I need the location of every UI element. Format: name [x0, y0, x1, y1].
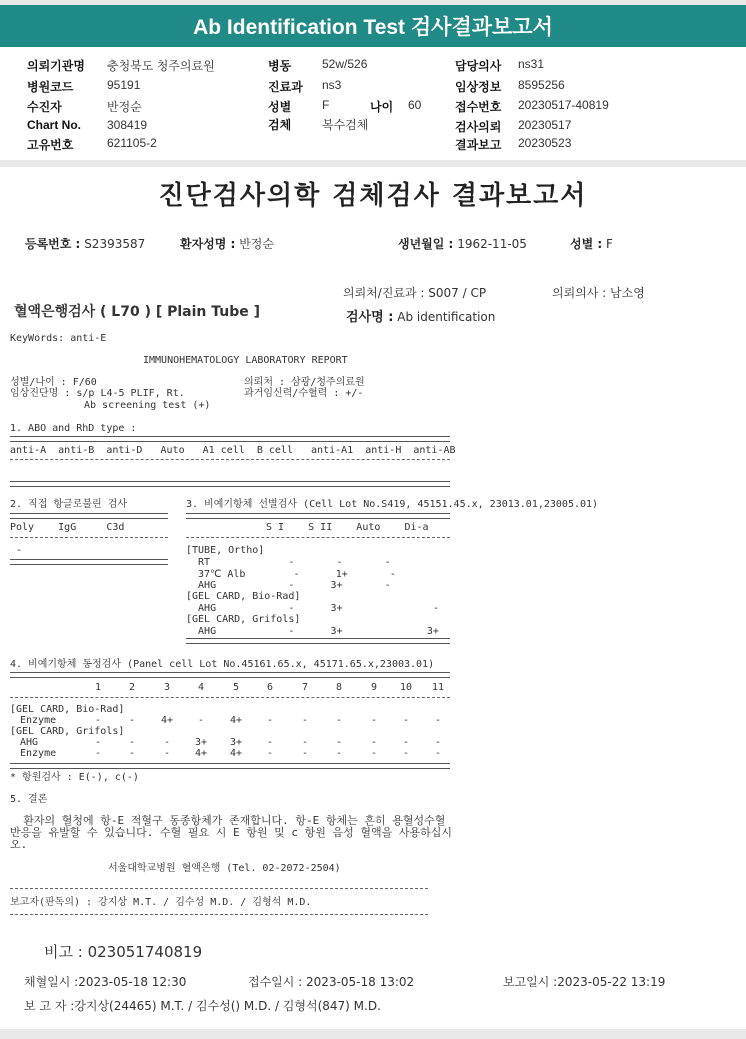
- header-label: 접수번호: [455, 100, 502, 114]
- name-value: 반정순: [239, 237, 274, 251]
- dat-value: -: [16, 545, 23, 556]
- panel-cell: -: [128, 715, 136, 726]
- divider: [186, 537, 450, 538]
- panel-cell: -: [301, 748, 309, 759]
- header-label: 검사의뢰: [455, 120, 502, 134]
- section-abo: 1. ABO and RhD type :: [10, 423, 137, 434]
- panel-group: [GEL CARD, Grifols]: [10, 726, 125, 737]
- panel-cell: 4+: [229, 715, 243, 726]
- panel-cell: -: [402, 737, 410, 748]
- panel-column-header: 6: [266, 682, 274, 693]
- panel-column-header: 8: [335, 682, 343, 693]
- screening-row: [GEL CARD, Grifols]: [186, 614, 301, 625]
- dept-info: 의뢰처/진료과 : S007 / CP: [343, 286, 487, 300]
- exam-name-label: 검사명 :: [346, 310, 394, 325]
- header-label: 고유번호: [27, 138, 74, 152]
- header-value: 복수검체: [322, 118, 369, 132]
- panel-column-header: 11: [431, 682, 445, 693]
- reg-label: 등록번호 :: [25, 237, 81, 251]
- report-time: 보고일시 :2023-05-22 13:19: [503, 975, 666, 989]
- antigen-test: * 항원검사 : E(-), c(-): [10, 772, 139, 783]
- collect-time: 채혈일시 :2023-05-18 12:30: [24, 975, 187, 989]
- panel-cell: -: [301, 715, 309, 726]
- conclusion-line: 반응을 유발할 수 있습니다. 수혈 필요 시 E 항원 및 c 항원 음성 혈액을 사용하십시: [10, 826, 452, 839]
- exam-name-value: Ab identification: [397, 310, 496, 324]
- header-label: 진료과: [268, 80, 303, 94]
- panel-cell: -: [370, 715, 378, 726]
- header-label: 병동: [268, 59, 292, 73]
- header-value: 20230523: [518, 136, 572, 150]
- panel-cell: -: [335, 748, 343, 759]
- screening-row: [GEL CARD, Bio-Rad]: [186, 591, 301, 602]
- panel-column-header: 2: [128, 682, 136, 693]
- panel-cell: -: [335, 715, 343, 726]
- panel-column-header: 9: [370, 682, 378, 693]
- panel-column-header: 4: [197, 682, 205, 693]
- header-value: 20230517: [518, 118, 572, 132]
- panel-cell: -: [301, 737, 309, 748]
- lab-heading: IMMUNOHEMATOLOGY LABORATORY REPORT: [143, 355, 348, 366]
- conclusion-line: 환자의 혈청에 항-E 적혈구 동종항체가 존재합니다. 항-E 항체는 흔히 용혈성수혈: [10, 814, 446, 827]
- footer-reporter: 보 고 자 :강지상(24465) M.T. / 김수성() M.D. / 김형석(847) M.D.: [24, 999, 381, 1013]
- panel-cell: -: [94, 748, 102, 759]
- screening-row: AHG - 3+ -: [186, 580, 391, 591]
- header-value: 308419: [107, 118, 148, 132]
- header-label: 수진자: [27, 100, 62, 114]
- header-label: 담당의사: [455, 59, 502, 73]
- panel-cell: -: [197, 715, 205, 726]
- panel-cell: 3+: [229, 737, 243, 748]
- lab-reporter: 보고자(판독의) : 강지상 M.T. / 김수성 M.D. / 김형석 M.D.: [10, 897, 312, 908]
- header-value: 52w/526: [322, 57, 368, 71]
- panel-group: [GEL CARD, Bio-Rad]: [10, 704, 125, 715]
- panel-cell: -: [128, 748, 136, 759]
- header-label: 결과보고: [455, 138, 502, 152]
- header-value: ns3: [322, 78, 342, 92]
- panel-cell: -: [128, 737, 136, 748]
- reg-value: S2393587: [84, 237, 146, 251]
- header-label: 나이: [370, 100, 394, 114]
- panel-cell: -: [266, 748, 274, 759]
- header-value: 반정순: [107, 100, 142, 114]
- panel-cell: -: [402, 748, 410, 759]
- panel-cell: -: [370, 748, 378, 759]
- header-value: ns31: [518, 57, 545, 71]
- screening-result: Ab screening test (+): [84, 400, 211, 411]
- panel-column-header: 1: [94, 682, 102, 693]
- header-label: 검체: [268, 118, 292, 132]
- report-paper: [0, 167, 746, 1029]
- panel-cell: -: [402, 715, 410, 726]
- header-label: Chart No.: [27, 118, 81, 132]
- abo-header: anti-A anti-B anti-D Auto A1 cell B cell anti-A1 anti-H anti-AB: [10, 445, 456, 456]
- header-value: 20230517-40819: [518, 98, 609, 112]
- dat-header: Poly IgG C3d: [10, 522, 125, 533]
- divider: [10, 459, 450, 460]
- divider: [10, 763, 450, 769]
- screening-row: AHG - 3+ -: [186, 603, 439, 614]
- header-value: 8595256: [518, 78, 565, 92]
- panel-row-label: AHG: [20, 737, 39, 748]
- screening-row: 37℃ Alb - 1+ -: [186, 569, 396, 580]
- referring-hospital: 의뢰처 : 삼광/청주의료원: [244, 377, 365, 388]
- panel-cell: -: [94, 715, 102, 726]
- panel-cell: -: [163, 737, 171, 748]
- header-label: 임상정보: [455, 80, 502, 94]
- screening-row: [TUBE, Ortho]: [186, 545, 265, 556]
- divider: [10, 672, 450, 678]
- bottom-band: [0, 1029, 746, 1039]
- header-value: 충청북도 청주의료원: [107, 59, 215, 73]
- exam-title: 혈액은행검사 ( L70 ) [ Plain Tube ]: [14, 304, 261, 320]
- clinical-diagnosis: 임상진단명 : s/p L4-5 PLIF, Rt.: [10, 388, 185, 399]
- keywords: KeyWords: anti-E: [10, 333, 107, 344]
- separator-band: [0, 160, 746, 167]
- receive-time: 접수일시 : 2023-05-18 13:02: [248, 975, 415, 989]
- panel-cell: -: [434, 737, 442, 748]
- header-value: 60: [408, 98, 422, 112]
- divider: [10, 513, 168, 519]
- divider: [10, 914, 428, 915]
- panel-cell: 4+: [229, 748, 243, 759]
- panel-cell: -: [370, 737, 378, 748]
- doctor-info: 의뢰의사 : 남소영: [552, 286, 645, 300]
- panel-cell: -: [266, 715, 274, 726]
- panel-cell: -: [434, 715, 442, 726]
- sex-label: 성별 :: [570, 237, 603, 251]
- section-screening: 3. 비예기항체 선별검사 (Cell Lot No.S419, 45151.45.x, 23013.01,23005.01): [186, 499, 599, 510]
- section-conclusion: 5. 결론: [10, 794, 48, 805]
- divider: [10, 537, 168, 538]
- panel-cell: 3+: [194, 737, 208, 748]
- panel-cell: 4+: [160, 715, 174, 726]
- panel-row-label: Enzyme: [20, 748, 57, 759]
- header-value: 95191: [107, 78, 141, 92]
- panel-cell: 4+: [194, 748, 208, 759]
- dob-label: 생년월일 :: [398, 237, 454, 251]
- panel-cell: -: [335, 737, 343, 748]
- divider: [10, 697, 450, 698]
- panel-cell: -: [94, 737, 102, 748]
- screening-header: S I S II Auto Di-a: [266, 522, 429, 533]
- report-title: 진단검사의학 검체검사 결과보고서: [158, 181, 588, 211]
- divider: [10, 436, 450, 442]
- divider: [10, 481, 450, 487]
- panel-column-header: 5: [232, 682, 240, 693]
- panel-column-header: 10: [399, 682, 413, 693]
- panel-cell: -: [163, 748, 171, 759]
- conclusion-line: 오.: [10, 838, 28, 851]
- blood-bank: 서울대학교병원 혈액은행 (Tel. 02-2072-2504): [108, 863, 341, 874]
- panel-cell: -: [266, 737, 274, 748]
- screening-row: RT - - -: [186, 557, 391, 568]
- header-label: 성별: [268, 100, 292, 114]
- header-label: 병원코드: [27, 80, 74, 94]
- dob-value: 1962-11-05: [457, 237, 527, 251]
- note-label: 비고 :: [44, 943, 83, 961]
- panel-column-header: 7: [301, 682, 309, 693]
- divider: [186, 513, 450, 519]
- history: 과거임신력/수혈력 : +/-: [244, 388, 364, 399]
- divider: [186, 638, 450, 644]
- header-value: 621105-2: [107, 136, 157, 150]
- panel-row-label: Enzyme: [20, 715, 57, 726]
- panel-column-header: 3: [163, 682, 171, 693]
- divider: [10, 559, 168, 565]
- divider: [10, 888, 428, 889]
- sex-age: 성별/나이 : F/60: [10, 377, 97, 388]
- note-value: 023051740819: [87, 943, 203, 961]
- header-label: 의뢰기관명: [27, 59, 85, 73]
- section-dat: 2. 직접 항글로불린 검사: [10, 499, 128, 510]
- sex-value: F: [606, 237, 613, 251]
- header-value: F: [322, 98, 330, 112]
- panel-cell: -: [434, 748, 442, 759]
- name-label: 환자성명 :: [180, 237, 236, 251]
- banner-title: Ab Identification Test 검사결과보고서: [0, 5, 746, 47]
- section-panel: 4. 비예기항체 동정검사 (Panel cell Lot No.45161.65.x, 45171.65.x,23003.01): [10, 659, 435, 670]
- screening-row: AHG - 3+ 3+: [186, 626, 439, 637]
